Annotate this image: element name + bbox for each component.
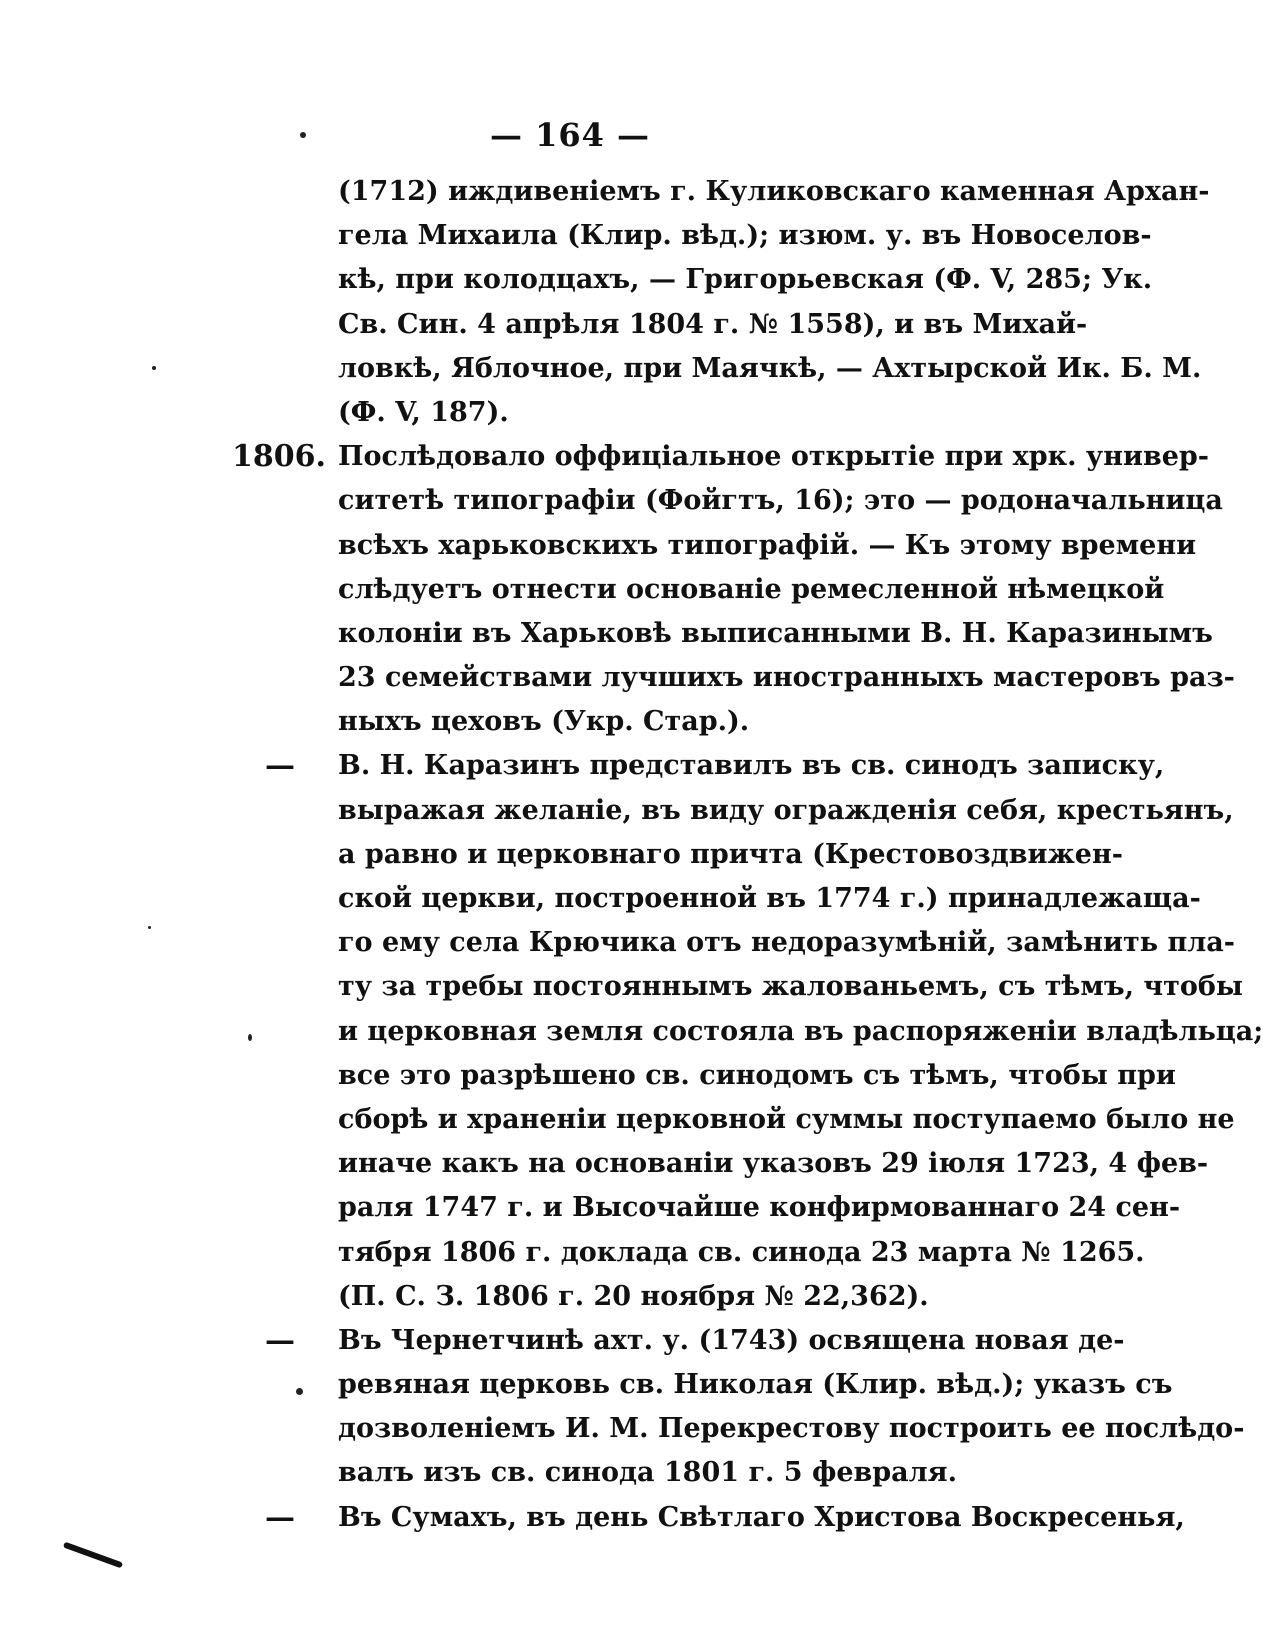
- text-line: ской церкви, построенной въ 1774 г.) принадлежаща-: [338, 883, 1201, 914]
- text-line: Св. Син. 4 апрѣля 1804 г. № 1558), и въ Михай-: [338, 308, 1088, 340]
- print-speck: [148, 926, 151, 929]
- text-line: ловкѣ, Яблочное, при Маячкѣ, — Ахтырской Ик. Б. М.: [338, 352, 1202, 384]
- text-line: го ему села Крючика отъ недоразумѣній, замѣнить пла-: [338, 927, 1235, 959]
- print-speck: [248, 1034, 252, 1041]
- text-line: ситетѣ типографіи (Фойгтъ, 16); это — родоначальница: [338, 485, 1223, 517]
- text-line: ту за требы постояннымъ жалованьемъ, съ тѣмъ, чтобы: [338, 971, 1243, 1003]
- print-speck: [300, 132, 306, 138]
- text-line: а равно и церковнаго причта (Крестовоздвижен-: [338, 838, 1123, 870]
- text-line: сборѣ и храненіи церковной суммы поступаемо было не: [338, 1103, 1235, 1135]
- text-line: валъ изъ св. синода 1801 г. 5 февраля.: [338, 1457, 958, 1489]
- text-line: ревяная церковь св. Николая (Клир. вѣд.); указъ съ: [338, 1369, 1173, 1401]
- chronicle-entry: [0, 744, 1263, 1318]
- text-line: Послѣдовало оффиціальное открытіе при хрк. универ-: [338, 441, 1210, 473]
- text-line: раля 1747 г. и Высочайше конфирмованнаго 24 сен-: [338, 1192, 1181, 1224]
- text-line: В. Н. Каразинъ представилъ въ св. синодъ записку,: [338, 750, 1165, 782]
- text-line: и церковная земля состояла въ распоряженіи владѣльца;: [338, 1015, 1263, 1047]
- text-line: тября 1806 г. доклада св. синода 23 марта № 1265.: [338, 1236, 1145, 1268]
- print-speck: [152, 366, 156, 370]
- text-line: слѣдуетъ отнести основаніе ремесленной нѣмецкой: [338, 573, 1165, 605]
- text-line: гела Михаила (Клир. вѣд.); изюм. у. въ Новоселов-: [338, 220, 1152, 252]
- text-line: выражая желаніе, въ виду огражденія себя, крестьянъ,: [338, 794, 1234, 826]
- chronicle-entry: [0, 170, 1210, 435]
- chronicle-entry: [0, 1319, 1245, 1496]
- entry-dash: —: [265, 748, 295, 784]
- text-line: (П. С. З. 1806 г. 20 ноября № 22,362).: [338, 1280, 929, 1312]
- text-line: все это разрѣшено св. синодомъ съ тѣмъ, чтобы при: [338, 1059, 1176, 1091]
- entry-dash: —: [265, 1322, 295, 1358]
- entry-dash: —: [265, 1499, 295, 1535]
- text-line: (Ф. V, 187).: [338, 396, 509, 428]
- text-line: иначе какъ на основаніи указовъ 29 іюля 1723, 4 фев-: [338, 1148, 1209, 1180]
- page-number: — 164 —: [489, 116, 651, 154]
- print-speck: [296, 1388, 303, 1395]
- text-line: 23 семействами лучшихъ иностранныхъ мастеровъ раз-: [338, 662, 1235, 694]
- text-line: Въ Сумахъ, въ день Свѣтлаго Христова Воскресенья,: [338, 1501, 1185, 1533]
- chronicle-entry: [0, 1496, 1185, 1540]
- text-line: всѣхъ харьковскихъ типографій. — Къ этому времени: [338, 529, 1197, 561]
- text-line: (1712) иждивеніемъ г. Куликовскаго каменная Архан-: [338, 176, 1210, 207]
- ink-smear: [63, 1542, 123, 1569]
- text-line: Въ Чернетчинѣ ахт. у. (1743) освящена новая де-: [338, 1324, 1125, 1356]
- text-line: колоніи въ Харьковѣ выписанными В. Н. Каразинымъ: [338, 617, 1213, 649]
- entry-year: 1806.: [232, 439, 326, 475]
- text-line: ныхъ цеховъ (Укр. Стар.).: [338, 706, 750, 738]
- chronicle-entries: [0, 170, 1263, 1540]
- text-line: кѣ, при колодцахъ, — Григорьевская (Ф. V, 285; Ук.: [338, 264, 1153, 296]
- text-line: дозволеніемъ И. М. Перекрестову построить ее послѣдо-: [338, 1413, 1245, 1445]
- chronicle-entry: [0, 435, 1235, 744]
